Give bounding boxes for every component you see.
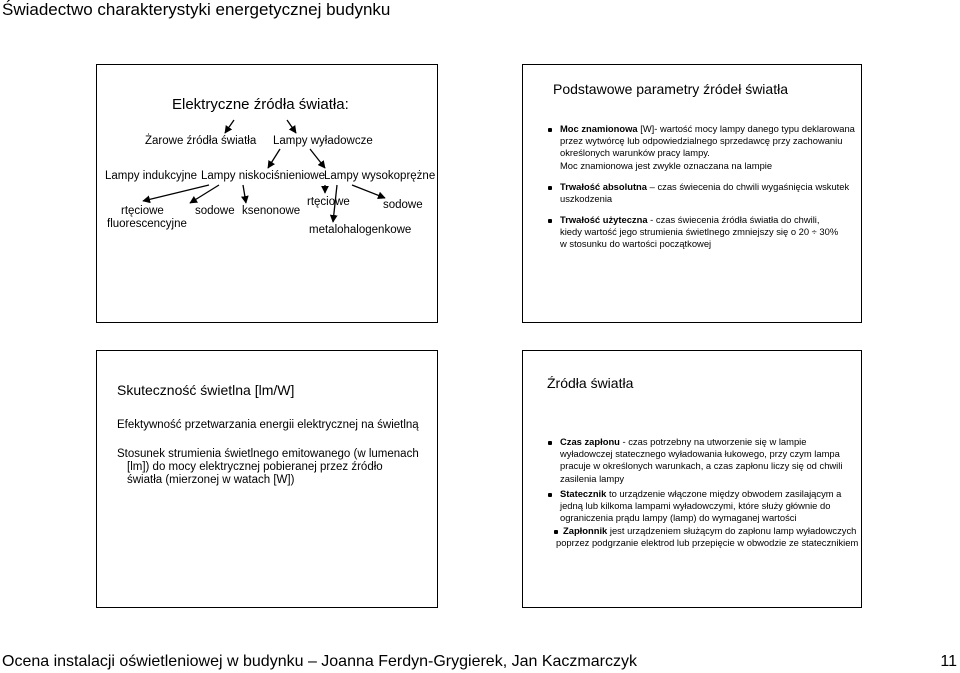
slide1-title: Elektryczne źródła światła:: [172, 96, 349, 113]
param-useful-lifetime: Trwałość użyteczna - czas świecenia źródła światła do chwili, kiedy wartość jego strumienia świetlnego zmniejszy się o 20 ÷ 30% w stosunku do wartości początkowej: [560, 214, 839, 250]
node-induction: Lampy indukcyjne: [105, 170, 198, 182]
node-incandescent: Żarowe źródła światła: [145, 135, 257, 147]
bullet: [548, 186, 552, 190]
term-ballast: Statecznik: [560, 488, 607, 499]
node-low-pressure: Lampy niskociśnieniowe: [201, 170, 326, 182]
arrow-to-high-pressure: [310, 149, 325, 168]
node-mercury-high: rtęciowe: [307, 196, 350, 208]
def-ignition-time: Czas zapłonu - czas potrzebny na utworzenie się w lampie wyładowczej statecznego wyładowania łukowego, przy czym lampa pracuje w określonych warunkach, a czas zapłonu liczy się od chwili zasilenia lampy: [560, 436, 843, 484]
term-ignition-time: Czas zapłonu: [560, 436, 620, 447]
arrow-to-sodium-low: [190, 185, 219, 203]
bullet: [548, 493, 552, 497]
efficacy-definition: Efektywność przetwarzania energii elektrycznej na świetlną: [117, 419, 419, 431]
slide-luminous-efficacy: [96, 350, 438, 608]
slide3-title: Skuteczność świetlna [lm/W]: [117, 382, 295, 398]
node-discharge: Lampy wyładowcze: [273, 135, 373, 147]
slide-light-sources: [522, 350, 862, 608]
node-sodium-low: sodowe: [195, 205, 235, 217]
slide2-title: Podstawowe parametry źródeł światła: [553, 81, 788, 97]
bullet: [548, 128, 552, 132]
slide-basic-parameters: [522, 64, 862, 323]
param-rated-power: Moc znamionowa [W]- wartość mocy lampy danego typu deklarowana przez wytwórcę lub odpowiedzialnego sprzedawcę przy zachowaniu określonych warunków pracy lampy. Moc znamionowa jest zwykle oznaczana na lampie: [560, 123, 855, 171]
page-number: 11: [940, 653, 957, 670]
arrow-to-xenon: [243, 185, 246, 203]
term-absolute-lifetime: Trwałość absolutna: [560, 181, 648, 192]
arrow-to-discharge: [287, 120, 296, 133]
efficacy-ratio-line-1: Stosunek strumienia świetlnego emitowanego (w lumenach: [117, 448, 419, 460]
def-igniter-line-2: poprzez podgrzanie elektrod lub przepięcie w obwodzie ze statecznikiem: [556, 537, 859, 548]
node-mercury-fluorescent-2: fluorescencyjne: [107, 218, 187, 230]
bullet: [554, 530, 558, 534]
node-sodium-high: sodowe: [383, 199, 423, 211]
node-mercury-fluorescent-1: rtęciowe: [121, 205, 164, 217]
bullet: [548, 441, 552, 445]
node-xenon: ksenonowe: [242, 205, 301, 217]
node-high-pressure: Lampy wysokoprężne: [324, 170, 436, 182]
term-igniter: Zapłonnik: [563, 525, 608, 536]
slide4-title: Źródła światła: [547, 375, 634, 391]
arrow-to-sodium-high: [352, 185, 385, 198]
term-useful-lifetime: Trwałość użyteczna: [560, 214, 648, 225]
def-ballast: Statecznik to urządzenie włączone między obwodem zasilającym a jedną lub kilkoma lampami wyładowczymi, które służy głównie do ograniczenia prądu lampy (lamp) do wymaganej wartości: [560, 488, 842, 524]
term-rated-power: Moc znamionowa: [560, 123, 638, 134]
arrow-to-incandescent: [225, 120, 234, 133]
page-header: Świadectwo charakterystyki energetycznej budynku: [2, 0, 391, 19]
node-metal-halide: metalohalogenkowe: [309, 224, 412, 236]
param-absolute-lifetime: Trwałość absolutna – czas świecenia do chwili wygaśnięcia wskutek uszkodzenia: [560, 181, 850, 205]
arrow-to-mercury-fluor: [143, 185, 209, 201]
slide-light-sources-tree: [96, 64, 438, 323]
page-footer: Ocena instalacji oświetleniowej w budynku – Joanna Ferdyn-Grygierek, Jan Kaczmarczyk: [2, 653, 637, 670]
arrow-to-low-pressure: [268, 149, 280, 168]
bullet: [548, 219, 552, 223]
efficacy-ratio-line-2: [lm]) do mocy elektrycznej pobieranej przez źródło: [127, 461, 383, 473]
efficacy-ratio-line-3: światła (mierzonej w watach [W]): [127, 474, 295, 486]
def-igniter: Zapłonnik jest urządzeniem służącym do zapłonu lamp wyładowczych: [563, 525, 857, 536]
